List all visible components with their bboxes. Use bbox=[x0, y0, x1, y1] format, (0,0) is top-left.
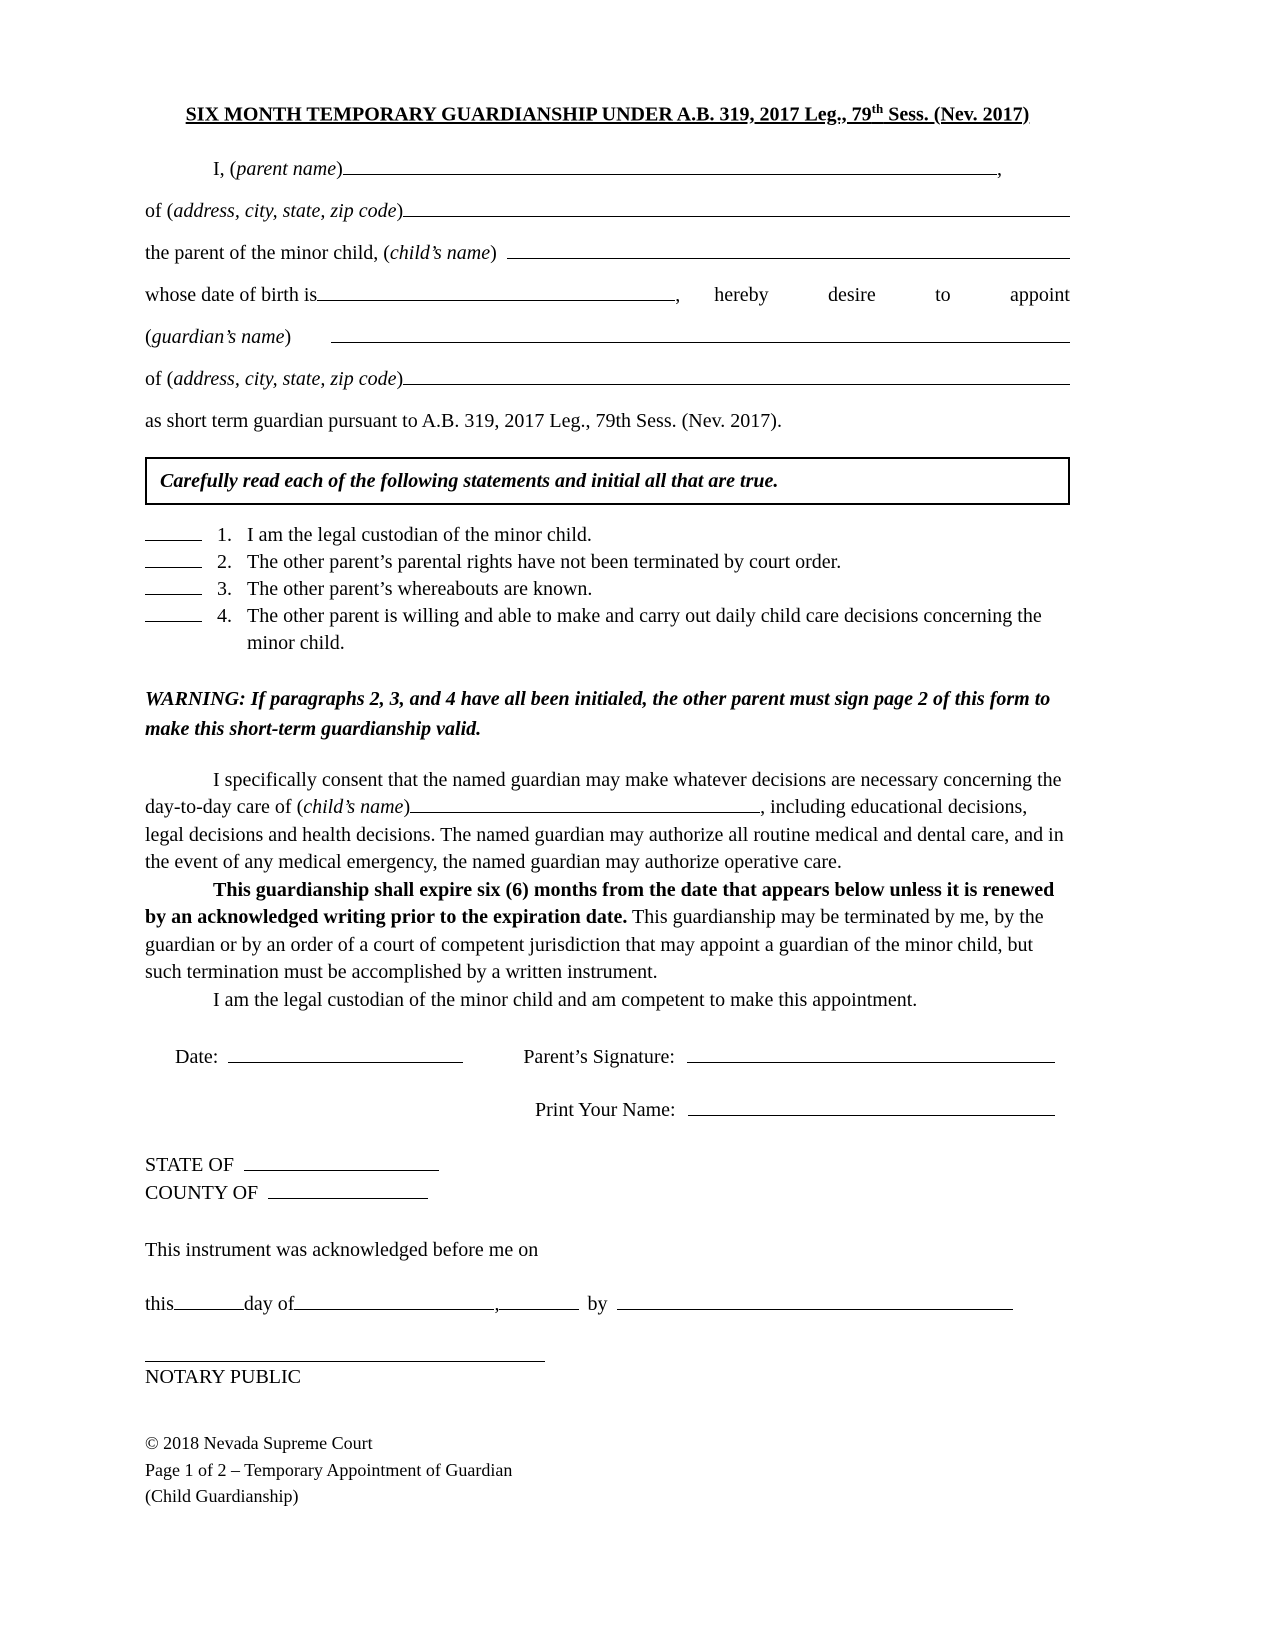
ack-month-blank[interactable] bbox=[294, 1306, 494, 1310]
consent-paragraph bbox=[145, 767, 1070, 877]
print-name-blank[interactable] bbox=[688, 1112, 1055, 1116]
state-county-block bbox=[145, 1151, 1070, 1207]
intro-line-guardian-address bbox=[145, 365, 1070, 393]
county-blank[interactable] bbox=[268, 1195, 428, 1199]
guardian-address-label: of (address, city, state, zip code) bbox=[145, 367, 404, 390]
print-name-row bbox=[145, 1096, 1070, 1124]
acknowledgment-fill-row bbox=[145, 1290, 1070, 1318]
county-label: COUNTY OF bbox=[145, 1182, 259, 1205]
instruction-text: Carefully read each of the following statements and initial all that are true. bbox=[160, 469, 779, 492]
state-blank[interactable] bbox=[244, 1167, 439, 1171]
notary-public-label: NOTARY PUBLIC bbox=[145, 1366, 302, 1389]
document-title bbox=[145, 95, 1070, 129]
statement-3-number: 3. bbox=[217, 577, 232, 600]
expiration-bold-text: This guardianship shall expire six (6) months from the date that appears below unless it is renewed by an acknowledged writing prior to the expiration date. bbox=[145, 878, 1055, 929]
statement-2-number: 2. bbox=[217, 550, 232, 573]
parent-address-blank[interactable] bbox=[403, 213, 1070, 217]
statement-4-text: The other parent is willing and able to make and carry out daily child care decisions concerning the minor child. bbox=[247, 604, 1042, 654]
county-row bbox=[145, 1179, 1070, 1207]
intro-line-parent-address bbox=[145, 197, 1070, 225]
day-of-label: day of bbox=[243, 1293, 295, 1316]
ack-comma: , bbox=[494, 1293, 500, 1316]
pursuant-text: as short term guardian pursuant to A.B. 319, 2017 Leg., 79th Sess. (Nev. 2017). bbox=[145, 409, 782, 432]
warning-text: WARNING: If paragraphs 2, 3, and 4 have all been initialed, the other parent must sign page 2 of this form to make this short-term guardianship valid. bbox=[145, 687, 1051, 740]
hereby-desire-text: hereby desire to appoint bbox=[714, 283, 1070, 306]
date-of-birth-blank[interactable] bbox=[317, 297, 675, 301]
guardian-name-label: (guardian’s name) bbox=[145, 325, 292, 348]
parent-signature-blank[interactable] bbox=[687, 1059, 1055, 1063]
ack-year-blank[interactable] bbox=[499, 1306, 579, 1310]
statement-3-text: The other parent’s whereabouts are known. bbox=[247, 577, 593, 600]
statement-2-initial-blank[interactable] bbox=[145, 564, 202, 568]
parent-name-blank[interactable] bbox=[343, 171, 997, 175]
date-label: Date: bbox=[175, 1046, 219, 1069]
statement-1-initial-blank[interactable] bbox=[145, 537, 202, 541]
statement-4-number: 4. bbox=[217, 604, 232, 627]
expiration-paragraph bbox=[145, 877, 1070, 987]
intro-line-date-of-birth bbox=[145, 281, 1070, 309]
footer-page-info: Page 1 of 2 – Temporary Appointment of Guardian bbox=[145, 1459, 513, 1480]
trailing-comma: , bbox=[997, 157, 1002, 180]
statement-1-text: I am the legal custodian of the minor child. bbox=[247, 523, 592, 546]
ack-day-blank[interactable] bbox=[174, 1306, 244, 1310]
title-text-pre: SIX MONTH TEMPORARY GUARDIANSHIP UNDER A.B. 319, 2017 Leg., 79 bbox=[185, 103, 872, 126]
consent-text-pre: I specifically consent that the named guardian may make whatever decisions are necessary concerning the day-to-day care of ( bbox=[145, 768, 1062, 819]
statement-2-text: The other parent’s parental rights have not been terminated by court order. bbox=[247, 550, 842, 573]
consent-comma: , bbox=[760, 796, 766, 819]
intro-line-parent-name bbox=[145, 155, 1070, 183]
ack-by-blank[interactable] bbox=[617, 1306, 1013, 1310]
guardian-name-blank[interactable] bbox=[331, 339, 1070, 343]
consent-child-name-label: child’s name bbox=[303, 796, 404, 819]
intro-line-pursuant bbox=[145, 407, 1070, 435]
statements-list bbox=[145, 522, 1070, 657]
title-text-post: Sess. (Nev. 2017) bbox=[883, 103, 1030, 126]
intro-line-child-name bbox=[145, 239, 1070, 267]
state-label: STATE OF bbox=[145, 1154, 234, 1177]
consent-close-paren: ) bbox=[403, 796, 411, 819]
this-label: this bbox=[145, 1293, 174, 1316]
guardian-address-blank[interactable] bbox=[403, 381, 1070, 385]
date-blank[interactable] bbox=[228, 1059, 463, 1063]
statement-row-3 bbox=[145, 576, 1070, 603]
warning-paragraph bbox=[145, 684, 1070, 744]
acknowledgment-intro: This instrument was acknowledged before me on bbox=[145, 1239, 539, 1262]
parent-address-label: of (address, city, state, zip code) bbox=[145, 199, 404, 222]
statement-4-initial-blank[interactable] bbox=[145, 618, 202, 622]
consent-text-post: including educational decisions, legal decisions and health decisions. The named guardian may authorize all routine medical and dental care, and in the event of any medical emergency, the named guardian may authorize operative care. bbox=[145, 796, 1064, 874]
statement-3-initial-blank[interactable] bbox=[145, 591, 202, 595]
statement-row-2 bbox=[145, 549, 1070, 576]
dob-comma: , bbox=[675, 283, 681, 306]
footer-copyright: © 2018 Nevada Supreme Court bbox=[145, 1433, 373, 1454]
page-footer bbox=[145, 1430, 1070, 1510]
date-of-birth-label: whose date of birth is bbox=[145, 283, 318, 306]
expiration-rest-text: This guardianship may be terminated by me, by the guardian or by an order of a court of competent jurisdiction that may appoint a guardian of the minor child, but such termination must be accomplished by a written instrument. bbox=[145, 906, 1044, 984]
date-signature-row bbox=[145, 1043, 1070, 1071]
custodian-statement: I am the legal custodian of the minor child and am competent to make this appointment. bbox=[213, 988, 918, 1011]
footer-form-type: (Child Guardianship) bbox=[145, 1486, 299, 1507]
consent-child-name-blank[interactable] bbox=[410, 809, 760, 813]
print-name-label: Print Your Name: bbox=[535, 1099, 676, 1122]
child-name-blank[interactable] bbox=[507, 255, 1070, 259]
statement-row-1 bbox=[145, 522, 1070, 549]
statement-row-4 bbox=[145, 603, 1070, 657]
parent-name-label: I, (parent name) bbox=[213, 157, 343, 180]
title-superscript: th bbox=[871, 101, 884, 116]
by-label: by bbox=[587, 1293, 608, 1316]
instruction-box bbox=[145, 457, 1070, 505]
intro-line-guardian-name bbox=[145, 323, 1070, 351]
child-name-label: the parent of the minor child, (child’s name) bbox=[145, 241, 497, 264]
parent-signature-label: Parent’s Signature: bbox=[523, 1046, 675, 1069]
statement-1-number: 1. bbox=[217, 523, 232, 546]
state-row bbox=[145, 1151, 1070, 1179]
